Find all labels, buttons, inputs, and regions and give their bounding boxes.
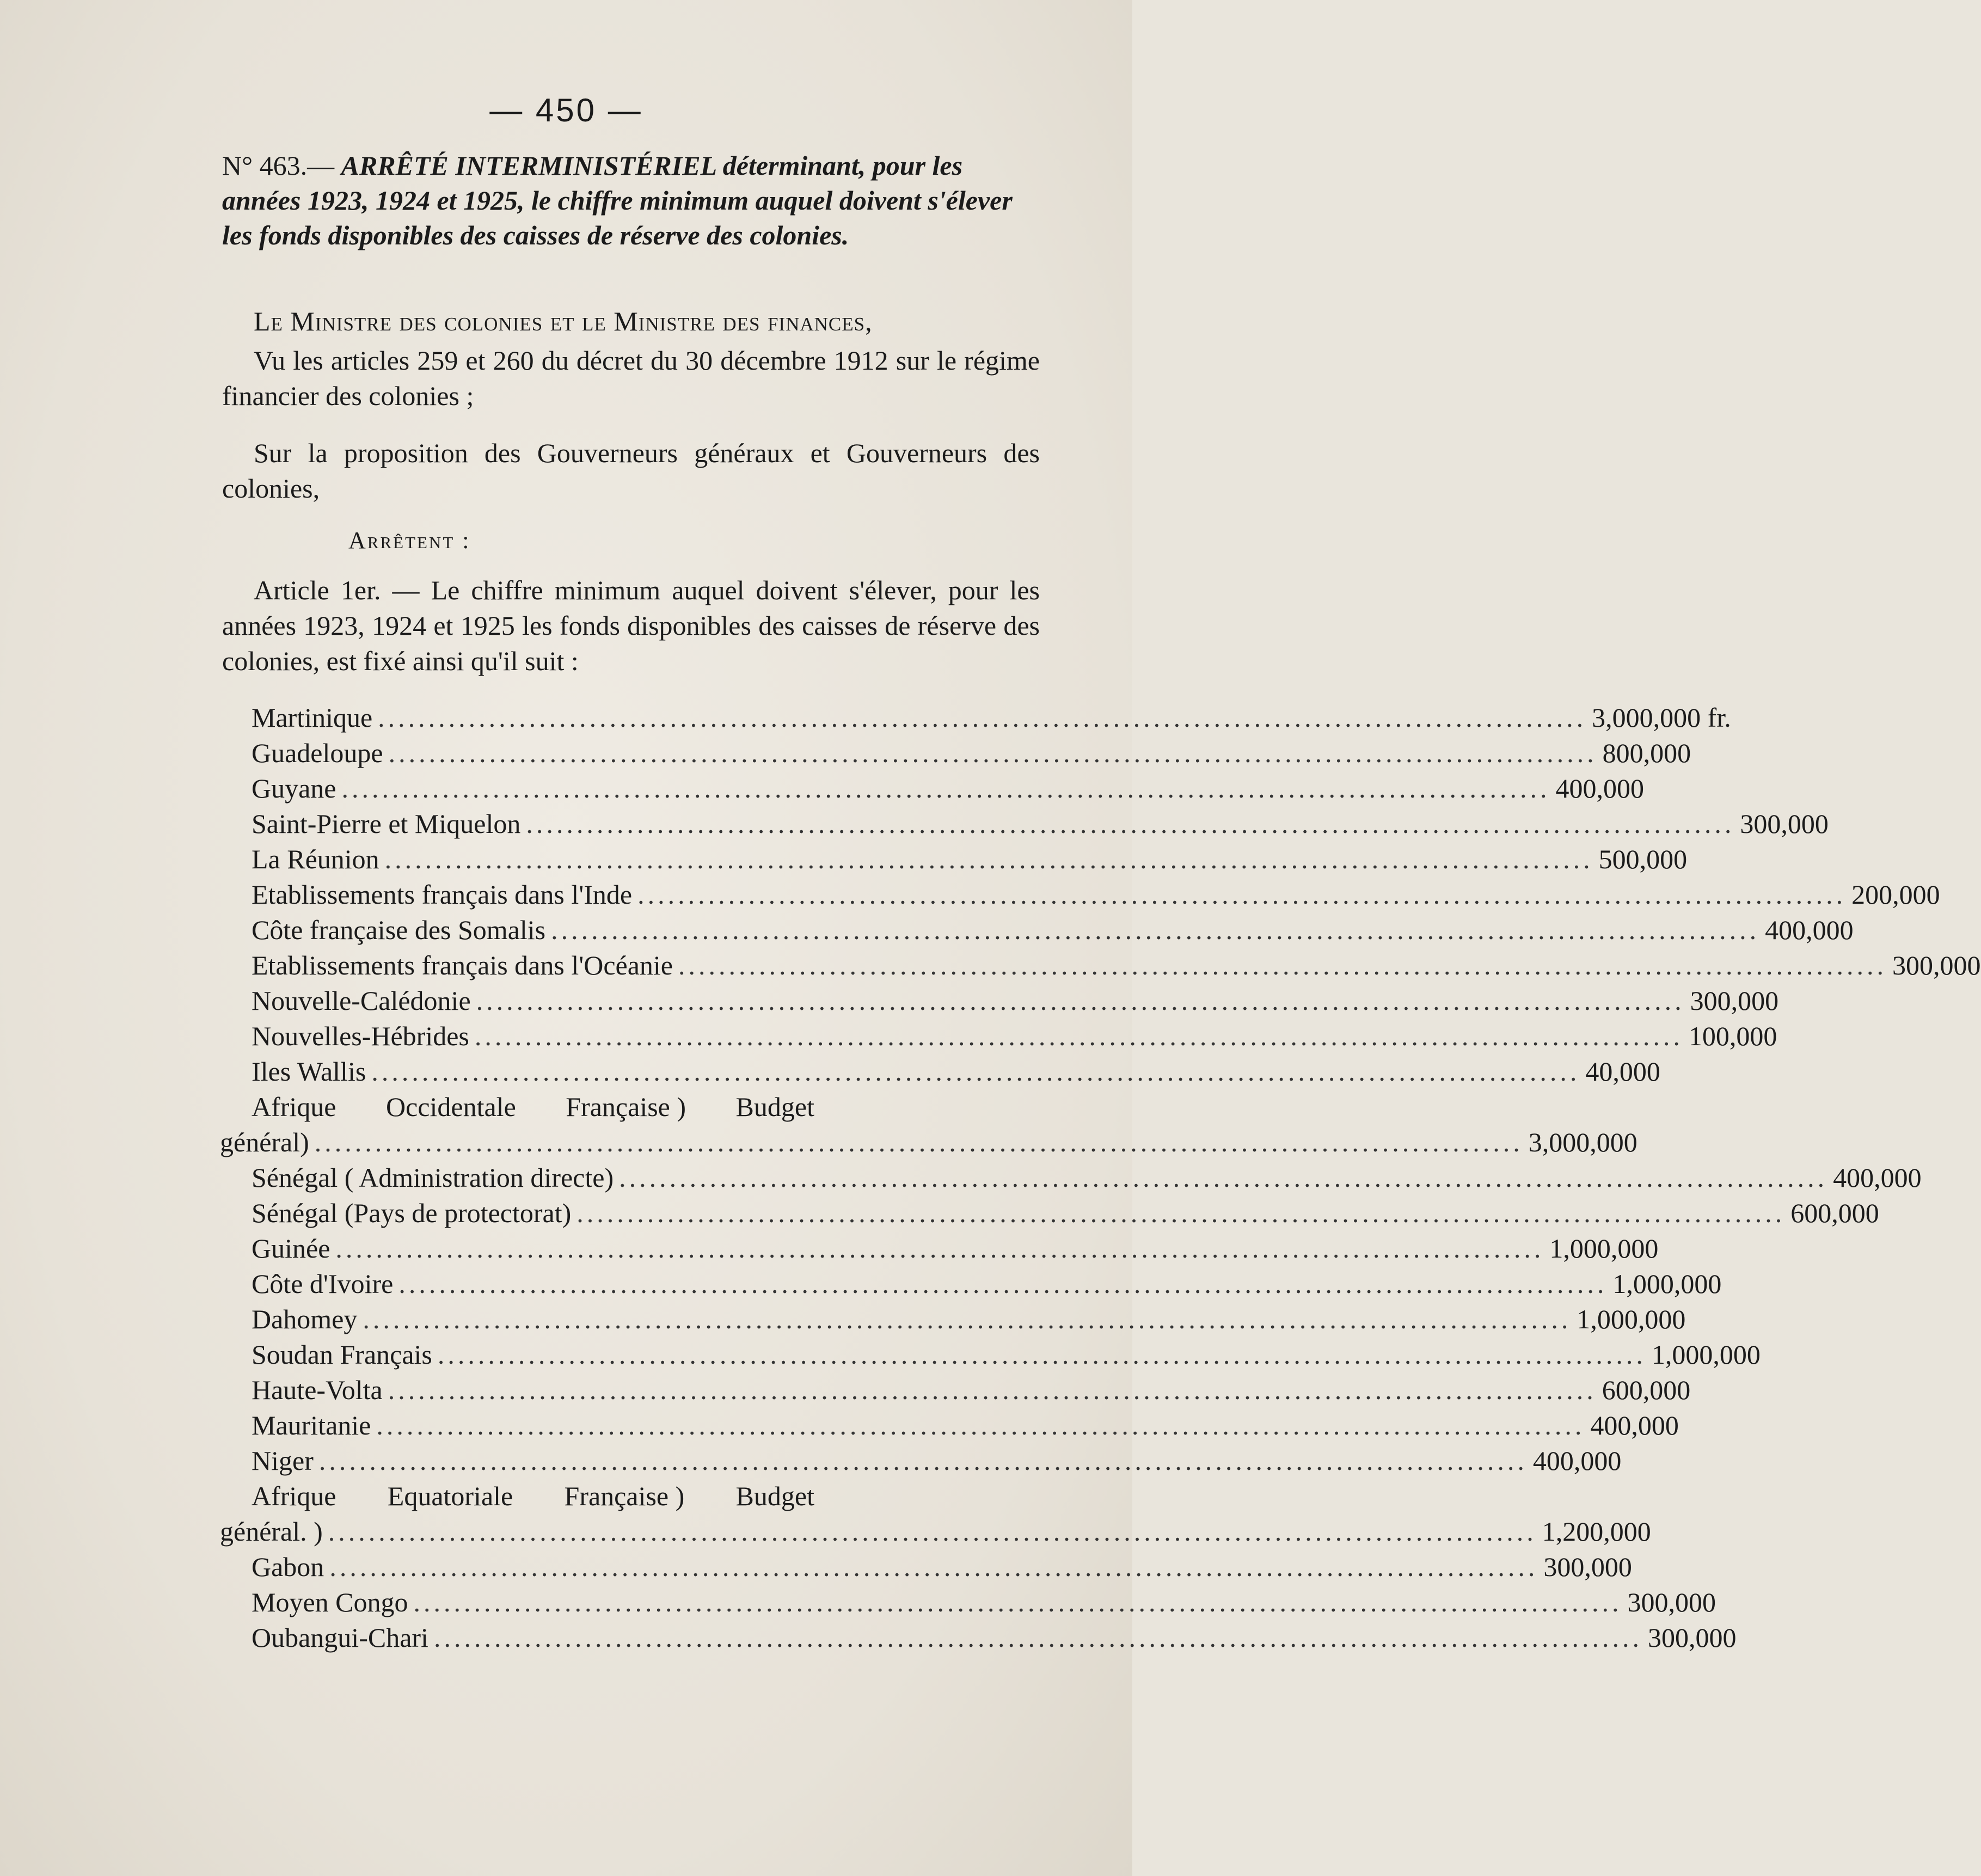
row-value: 300,000 — [1627, 1587, 1716, 1617]
table-row — [252, 1302, 1686, 1337]
row-label: Niger — [252, 1445, 314, 1476]
table-row — [252, 1054, 1660, 1089]
leader-dots: ........................................................................................................................ — [314, 1127, 1523, 1157]
row-value: 800,000 — [1602, 738, 1691, 768]
leader-dots: ........................................................................................................................ — [371, 1056, 1580, 1087]
table-row — [252, 806, 1829, 842]
table-row — [252, 1196, 1879, 1231]
row-label: Mauritanie — [252, 1410, 371, 1440]
table-row — [252, 1019, 1777, 1054]
table-row — [252, 1337, 1761, 1372]
aof-word-2: Occidentale — [386, 1092, 516, 1122]
table-row — [252, 1585, 1716, 1620]
row-value: 1,000,000 — [1612, 1268, 1722, 1299]
row-value: 300,000 — [1740, 808, 1829, 839]
aof-budget-label: général) — [220, 1127, 309, 1157]
table-row — [252, 1266, 1722, 1302]
row-value: 40,000 — [1585, 1056, 1660, 1087]
aof-word-4: Budget — [735, 1092, 814, 1122]
decree-heading — [222, 148, 1040, 253]
leader-dots: ........................................................................................................................ — [413, 1587, 1622, 1617]
row-value: 500,000 — [1598, 844, 1688, 874]
table-row — [252, 877, 1940, 912]
leader-dots: ........................................................................................................................ — [329, 1552, 1538, 1582]
table-row — [252, 1443, 1622, 1479]
aef-word-3: Française ) — [564, 1481, 685, 1511]
article-1-paragraph: Article 1er. — Le chiffre minimum auquel doivent s'élever, pour les années 1923, 1924 et 1925 les fonds disponibles des caisses de réserve des colonies, est fixé ainsi qu'il suit : — [222, 575, 1040, 676]
leader-dots: ........................................................................................................................ — [398, 1268, 1608, 1299]
leader-dots: ........................................................................................................................ — [378, 702, 1587, 733]
aef-budget-row — [220, 1514, 1651, 1549]
table-row — [252, 948, 1981, 983]
row-label: Oubangui-Chari — [252, 1622, 428, 1653]
leader-dots: ........................................................................................................................ — [341, 773, 1550, 804]
row-label: Dahomey — [252, 1304, 358, 1334]
table-rows-aof — [252, 1160, 1922, 1479]
row-value: 300,000 — [1892, 950, 1981, 980]
row-label: Guyane — [252, 773, 336, 804]
leader-dots: ........................................................................................................................ — [576, 1198, 1786, 1228]
row-label: Saint-Pierre et Miquelon — [252, 808, 521, 839]
leader-dots: ........................................................................................................................ — [551, 915, 1760, 945]
row-value: 400,000 — [1765, 915, 1854, 945]
row-label: Iles Wallis — [252, 1056, 366, 1087]
row-value: 1,000,000 — [1651, 1339, 1761, 1370]
row-label: Etablissements français dans l'Océanie — [252, 950, 673, 980]
leader-dots: ........................................................................................................................ — [388, 738, 1597, 768]
aof-heading-row — [252, 1089, 1037, 1125]
table-row — [252, 700, 1731, 735]
aof-budget-row — [220, 1125, 1637, 1160]
leader-dots: ........................................................................................................................ — [474, 1021, 1683, 1051]
table-row — [252, 735, 1691, 771]
leader-dots: ........................................................................................................................ — [384, 844, 1593, 874]
ministers-line: Le Ministre des colonies et le Ministre des finances, — [254, 306, 873, 336]
table-row — [252, 842, 1688, 877]
row-label: Guadeloupe — [252, 738, 383, 768]
row-label: Gabon — [252, 1552, 324, 1582]
table-row — [252, 912, 1854, 948]
leader-dots: ........................................................................................................................ — [388, 1375, 1597, 1405]
leader-dots: ........................................................................................................................ — [363, 1304, 1572, 1334]
row-value: 300,000 — [1647, 1622, 1737, 1653]
aof-word-1: Afrique — [252, 1092, 336, 1122]
table-row — [252, 771, 1644, 806]
row-value: 400,000 — [1590, 1410, 1679, 1440]
row-value: 1,000,000 — [1577, 1304, 1686, 1334]
row-label: Nouvelle-Calédonie — [252, 985, 471, 1016]
leader-dots: ........................................................................................................................ — [318, 1445, 1528, 1476]
vu-paragraph: Vu les articles 259 et 260 du décret du 30 décembre 1912 sur le régime financier des colonies ; — [222, 345, 1040, 411]
row-value: 400,000 — [1532, 1445, 1622, 1476]
table-row — [252, 983, 1779, 1019]
leader-dots: ........................................................................................................................ — [619, 1162, 1828, 1193]
table-row — [252, 1620, 1737, 1656]
row-label: Moyen Congo — [252, 1587, 408, 1617]
table-rows-aef — [252, 1549, 1737, 1656]
row-value: 400,000 — [1833, 1162, 1922, 1193]
table-row — [252, 1408, 1679, 1443]
leader-dots: ........................................................................................................................ — [476, 985, 1685, 1016]
row-value: 200,000 — [1851, 879, 1940, 910]
row-label: Côte d'Ivoire — [252, 1268, 394, 1299]
leader-dots: ........................................................................................................................ — [335, 1233, 1544, 1264]
page-number: — 450 — — [489, 92, 643, 128]
row-label: Haute-Volta — [252, 1375, 383, 1405]
decree-title: ARRÊTÉ INTERMINISTÉRIEL déterminant, pour les années 1923, 1924 et 1925, le chiffre minimum auquel doivent s'élever les fonds disponibles des caisses de réserve des colonies. — [222, 150, 1013, 250]
aof-word-3: Française ) — [566, 1092, 686, 1122]
row-value: 1,000,000 — [1549, 1233, 1659, 1264]
aef-budget-value: 1,200,000 — [1542, 1516, 1651, 1547]
row-label: Nouvelles-Hébrides — [252, 1021, 469, 1051]
table-row — [252, 1160, 1922, 1196]
reserve-table — [220, 700, 1981, 1656]
arretent-heading: Arrêtent : — [348, 527, 471, 554]
row-value: 300,000 — [1543, 1552, 1632, 1582]
row-label: La Réunion — [252, 844, 379, 874]
leader-dots: ........................................................................................................................ — [433, 1622, 1642, 1653]
row-value: 300,000 — [1690, 985, 1779, 1016]
table-row — [252, 1372, 1691, 1408]
row-value: 600,000 — [1602, 1375, 1691, 1405]
leader-dots: ........................................................................................................................ — [526, 808, 1735, 839]
row-label: Côte française des Somalis — [252, 915, 546, 945]
aef-heading-label — [252, 1479, 814, 1514]
row-value: 600,000 — [1790, 1198, 1879, 1228]
aef-word-2: Equatoriale — [387, 1481, 513, 1511]
leader-dots: ........................................................................................................................ — [437, 1339, 1646, 1370]
sur-paragraph: Sur la proposition des Gouverneurs généraux et Gouverneurs des colonies, — [222, 438, 1040, 504]
table-row — [252, 1231, 1659, 1266]
row-value: 3,000,000 fr. — [1592, 702, 1731, 733]
row-label: Guinée — [252, 1233, 330, 1264]
leader-dots: ........................................................................................................................ — [328, 1516, 1537, 1547]
aef-word-4: Budget — [735, 1481, 814, 1511]
row-label: Sénégal (Pays de protectorat) — [252, 1198, 572, 1228]
leader-dots: ........................................................................................................................ — [678, 950, 1887, 980]
aof-heading-label — [252, 1089, 814, 1125]
row-value: 100,000 — [1688, 1021, 1777, 1051]
table-rows-main — [252, 700, 1981, 1089]
row-label: Soudan Français — [252, 1339, 432, 1370]
row-label: Sénégal ( Administration directe) — [252, 1162, 614, 1193]
leader-dots: ........................................................................................................................ — [376, 1410, 1585, 1440]
aef-word-1: Afrique — [252, 1481, 336, 1511]
decree-number: N° 463.— — [222, 150, 335, 181]
aef-heading-row — [252, 1479, 1037, 1514]
aef-budget-label: général. ) — [220, 1516, 323, 1547]
row-label: Martinique — [252, 702, 373, 733]
table-row — [252, 1549, 1632, 1585]
aof-budget-value: 3,000,000 — [1528, 1127, 1637, 1157]
row-value: 400,000 — [1555, 773, 1644, 804]
leader-dots: ........................................................................................................................ — [637, 879, 1847, 910]
row-label: Etablissements français dans l'Inde — [252, 879, 633, 910]
